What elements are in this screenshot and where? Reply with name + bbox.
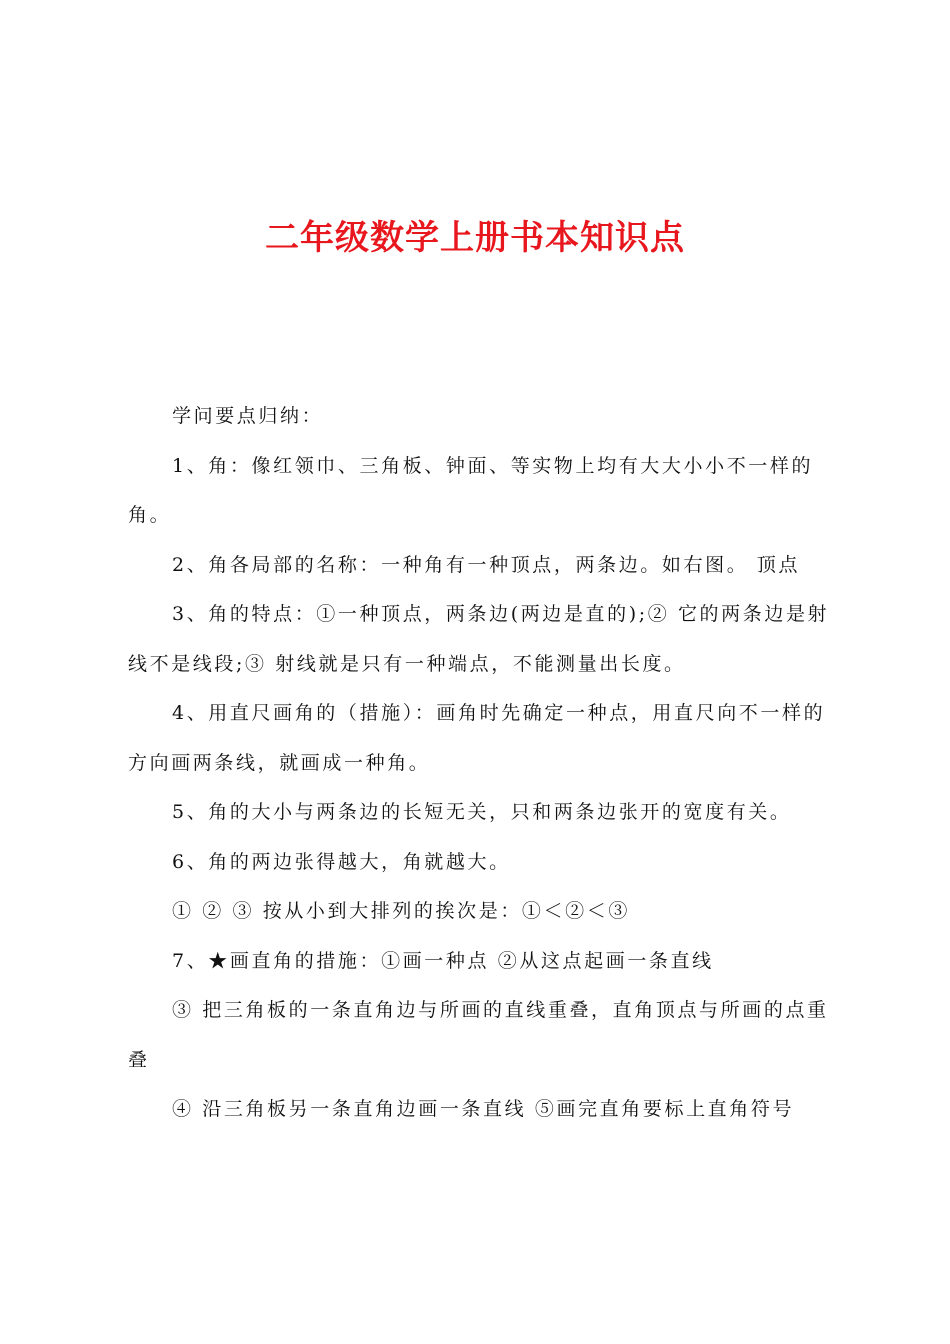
- document-title: 二年级数学上册书本知识点: [265, 218, 685, 258]
- paragraph-order: ① ② ③ 按从小到大排列的挨次是：①＜②＜③: [172, 900, 630, 922]
- document-body: [128, 392, 840, 1135]
- paragraph-intro: 学问要点归纳：: [172, 405, 324, 427]
- paragraph-3: 3、角的特点：①一种顶点，两条边(两边是直的);② 它的两条边是射线不是线段;③ 射线就是只有一种端点，不能测量出长度。: [128, 603, 830, 675]
- paragraph-1: 1、角：像红领巾、三角板、钟面、等实物上均有大大小小不一样的角。: [128, 454, 814, 526]
- paragraph-4: 4、用直尺画角的（措施）：画角时先确定一种点，用直尺向不一样的方向画两条线，就画成一种角。: [128, 702, 826, 774]
- paragraph-7: 7、★画直角的措施：①画一种点 ②从这点起画一条直线: [172, 949, 714, 972]
- paragraph-step-4-5: ④ 沿三角板另一条直角边画一条直线 ⑤画完直角要标上直角符号: [172, 1098, 795, 1120]
- paragraph-6: 6、角的两边张得越大，角就越大。: [172, 850, 511, 873]
- paragraph-5: 5、角的大小与两条边的长短无关，只和两条边张开的宽度有关。: [172, 801, 792, 823]
- paragraph-step-3: ③ 把三角板的一条直角边与所画的直线重叠，直角顶点与所画的点重叠: [128, 999, 829, 1071]
- paragraph-2: 2、角各局部的名称：一种角有一种顶点，两条边。如右图。 顶点: [172, 553, 801, 576]
